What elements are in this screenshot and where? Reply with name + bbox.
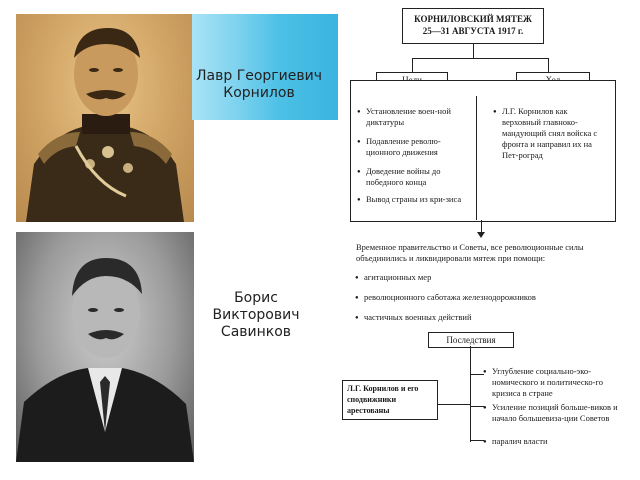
savinkov-caption: Борис Викторович Савинков <box>212 290 300 340</box>
means-item: ● частичных военных действий <box>364 312 614 323</box>
arrest-box: Л.Г. Корнилов и его сподвижники арестованы <box>342 380 438 420</box>
arrow-down-icon <box>477 232 485 238</box>
kornilov-portrait <box>16 14 194 222</box>
summary-text: Временное правительство и Советы, все революционные силы объединились и ликвидировали мятеж при помощи: <box>356 242 584 263</box>
consequences-header: Последствия <box>428 332 514 348</box>
kornilov-caption: Лавр Георгиевич Корнилов <box>196 68 322 101</box>
consequence-item: ● паралич власти <box>492 436 622 447</box>
consequence-item: ● Углубление социально-эко-номического и политическо-го кризиса в стране <box>492 366 622 399</box>
goal-item: ● Установление воен-ной диктатуры <box>366 106 470 128</box>
goal-item: ● Подавление револю-ционного движения <box>366 136 470 158</box>
caption-background-panel <box>192 14 338 120</box>
goal-item: ● Вывод страны из кри-зиса <box>366 194 470 205</box>
consequence-item: ● Усиление позиций больше-виков и начало большевиза-ции Советов <box>492 402 622 424</box>
savinkov-portrait <box>16 232 194 462</box>
diagram-title-line1: КОРНИЛОВСКИЙ МЯТЕЖ <box>414 14 532 24</box>
diagram-title <box>402 8 544 44</box>
course-text: ● Л.Г. Корнилов как верховный главноко-мандующий снял войска с фронта и направил их на Пет-роград <box>502 106 606 161</box>
means-item: ● агитационных мер <box>364 272 614 283</box>
goal-item: ● Доведение войны до победного конца <box>366 166 470 188</box>
means-item: ● революционного саботажа железнодорожников <box>364 292 614 303</box>
diagram-title-line2: 25—31 АВГУСТА 1917 г. <box>422 26 524 36</box>
